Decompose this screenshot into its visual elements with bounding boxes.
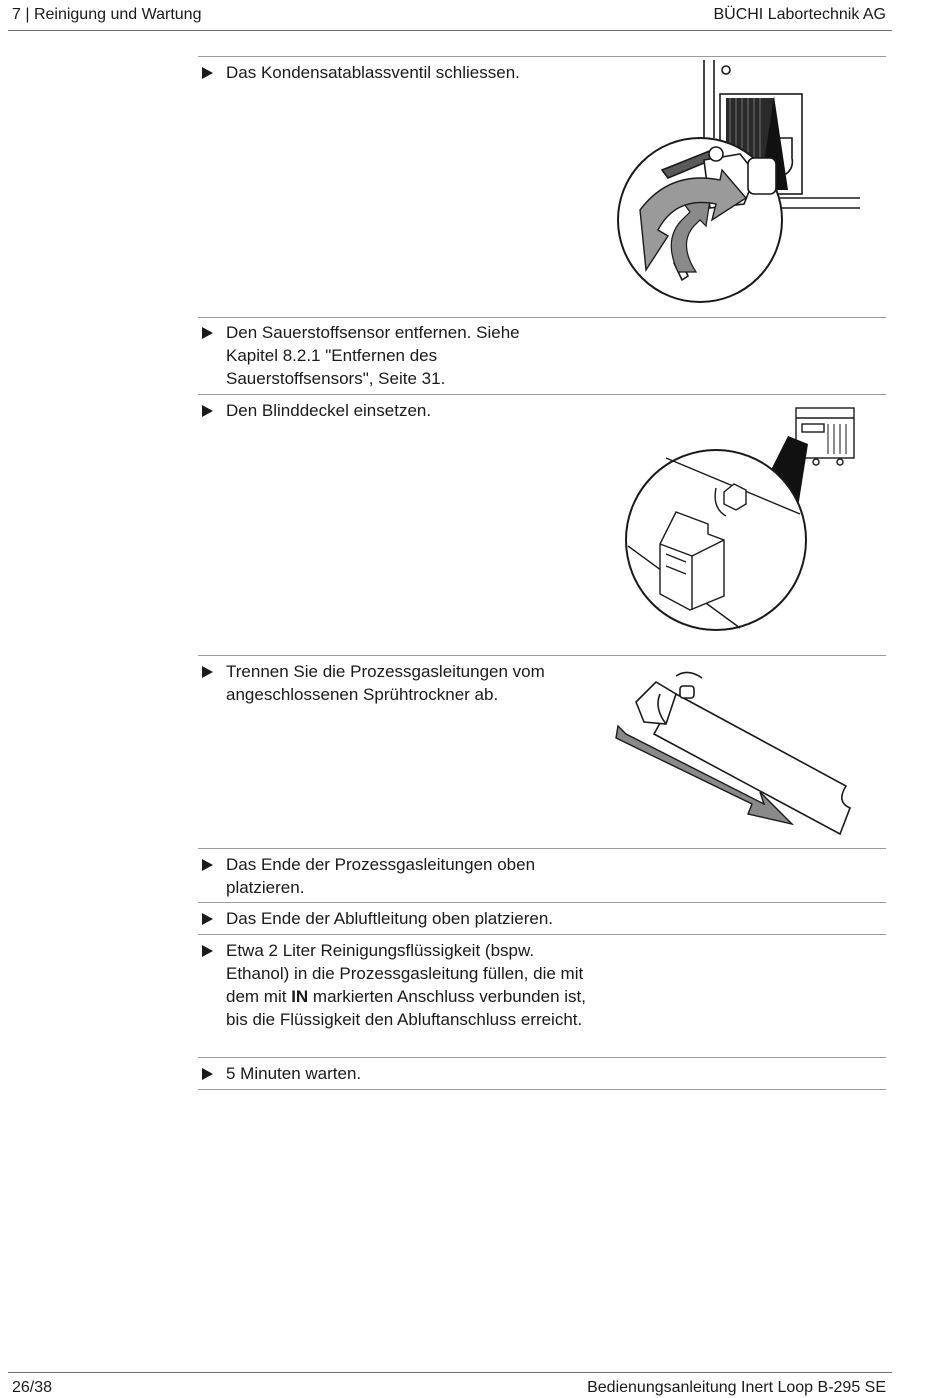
step-divider [198,655,886,656]
step-divider [198,848,886,849]
step-bullet-icon [202,405,213,417]
footer-divider [8,1372,892,1373]
step-divider [198,934,886,935]
step-text: Das Ende der Prozessgasleitungen oben platzieren. [226,855,536,897]
step-bullet-icon [202,1068,213,1080]
step-insert-blind-cover [200,399,600,422]
step-text: Den Sauerstoffsensor entfernen. Siehe Kapitel 8.2.1 "Entfernen des Sauerstoffsensors", Seite 31. [226,323,520,388]
step-text: Das Kondensatablassventil schliessen. [226,63,520,82]
step-bullet-icon [202,67,213,79]
header-divider [8,30,892,31]
step-fill-cleaning-liquid [200,939,600,1031]
step-text-part: markierten Anschluss verbunden ist, bis die Flüssigkeit den Abluftanschluss erreicht. [226,987,586,1029]
step-disconnect-process-gas-lines [200,660,600,706]
step-text-part: Etwa 2 Liter Reinigungsflüssigkeit (bspw. Ethanol) in die Prozessgasleitung füllen, die mit dem mit [226,941,584,1006]
step-remove-oxygen-sensor [200,321,600,390]
step-divider [198,1057,886,1058]
step-bullet-icon [202,859,213,871]
step-bullet-icon [202,945,213,957]
step-wait-five-minutes [200,1062,600,1085]
step-divider [198,902,886,903]
step-text: Den Blinddeckel einsetzen. [226,401,432,420]
step-bullet-icon [202,666,213,678]
step-place-process-gas-line-end [200,853,600,899]
running-header-chapter: 7 | Reinigung und Wartung [12,6,202,23]
step-place-exhaust-line-end [200,907,600,930]
step-bullet-icon [202,327,213,339]
document-title: Bedienungsanleitung Inert Loop B-295 SE [587,1379,886,1396]
condensate-valve-illustration [612,58,864,306]
step-text: 5 Minuten warten. [226,1064,362,1083]
step-text: Das Ende der Abluftleitung oben platzieren. [226,909,554,928]
step-text: Trennen Sie die Prozessgasleitungen vom angeschlossenen Sprühtrockner ab. [226,662,545,704]
blind-cover-illustration [620,396,865,636]
step-divider [198,394,886,395]
step-divider [198,317,886,318]
step-bullet-icon [202,913,213,925]
in-port-label: IN [291,987,309,1006]
process-gas-line-illustration [614,664,864,838]
step-divider [198,56,886,57]
page-number: 26/38 [12,1379,53,1396]
step-close-condensate-valve [200,61,600,84]
running-header-company: BÜCHI Labortechnik AG [713,6,886,23]
step-divider [198,1089,886,1090]
step-text [226,939,586,1031]
